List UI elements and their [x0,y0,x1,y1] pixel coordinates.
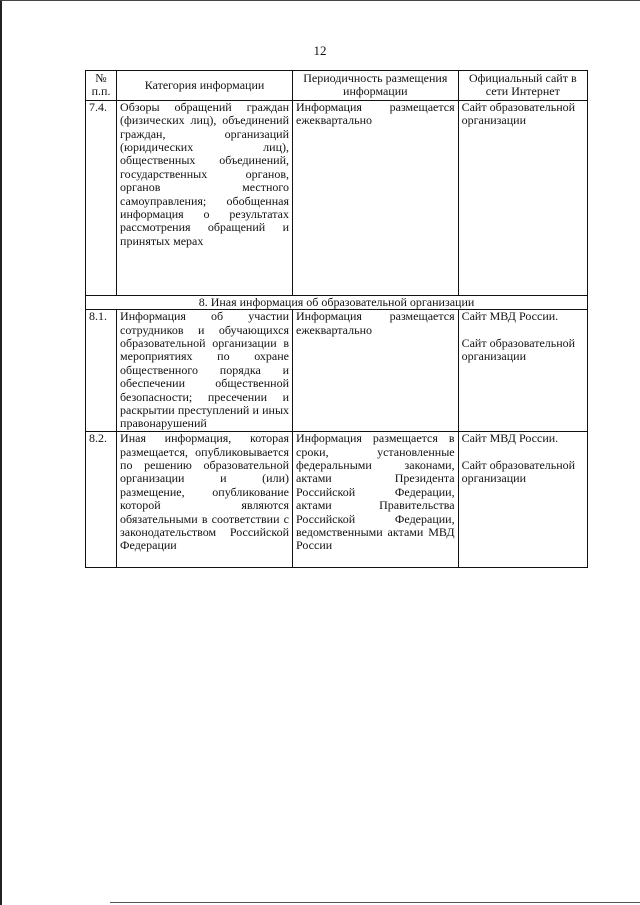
row-category: Информация об участии сотрудников и обучающихся образовательной организации в мероприятиях по охране общественного порядка и обеспечении общественной безопасности; пресечении и раскрытии преступлений и иных правонарушений [117,310,293,432]
row-periodicity: Информация размещается ежеквартально [293,100,459,295]
site-entry: Сайт образовательной организации [461,457,576,486]
section-row [86,295,588,309]
table-row [86,100,588,295]
site-entry: Сайт МВД России. [461,309,559,324]
row-number: 8.1. [86,310,117,432]
page-number: 12 [313,43,327,58]
scan-edge-bottom [110,902,640,903]
table-row [86,432,588,568]
site-entry: Сайт образовательной организации [461,335,576,364]
row-category: Иная информация, которая размещается, опубликовывается по решению образовательной организации и (или) размещение, опубликование которой являются обязательными в соответствии с законодательством Российской Федерации [117,432,293,568]
row-number: 8.2. [86,432,117,568]
site-gap [462,324,584,337]
row-site [458,310,587,432]
row-periodicity: Информация размещается в сроки, установленные федеральными законами, актами Президента Российской Федерации, актами Правительства Российской Федерации, ведомственными актами МВД России [293,432,459,568]
header-num: № п.п. [86,71,117,101]
header-site: Официальный сайт в сети Интернет [458,71,587,101]
scan-edge-top [0,0,640,1]
site-entry: Сайт образовательной организации [461,99,576,128]
row-site [458,100,587,295]
row-periodicity: Информация размещается ежеквартально [293,310,459,432]
section-title: 8. Иная информация об образовательной организации [86,295,588,309]
header-category: Категория информации [117,71,293,101]
header-periodicity: Периодичность размещения информации [293,71,459,101]
site-entry: Сайт МВД России. [461,431,559,446]
row-site [458,432,587,568]
table-header-row [86,71,588,101]
row-number: 7.4. [86,100,117,295]
row-category: Обзоры обращений граждан (физических лиц), объединений граждан, организаций (юридических лиц), общественных объединений, государственных органов, органов местного самоуправления; обобщенная информация о результатах рассмотрения обращений и принятых мерах [117,100,293,295]
site-gap [462,446,584,459]
table-row [86,310,588,432]
scan-edge-left [0,0,2,905]
information-table [85,70,588,568]
